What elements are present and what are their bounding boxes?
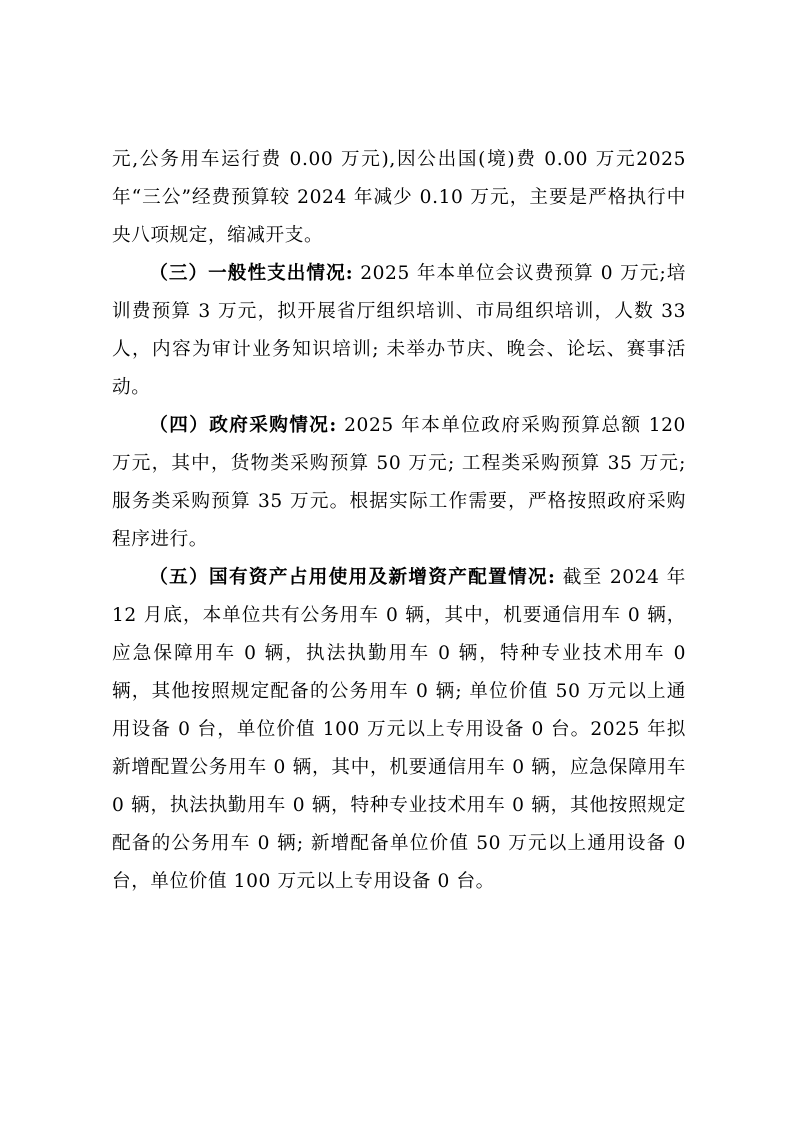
paragraph-government-procurement [112,407,686,559]
document-page [112,141,686,901]
section-heading: （四）政府采购情况: [149,415,337,436]
paragraph-text: 2025 年本单位会议费预算 0 万元;培训费预算 3 万元，拟开展省厅组织培训、市局组织培训，人数 33 人，内容为审计业务知识培训; 未举办节庆、晚会、论坛、赛事活动。 [112,263,686,398]
paragraph-text: 2025 年本单位政府采购预算总额 120 万元，其中，货物类采购预算 50 万元; 工程类采购预算 35 万元; 服务类采购预算 35 万元。根据实际工作需要，严格按照政府采购程序进行。 [112,415,686,550]
section-heading: （五）国有资产占用使用及新增资产配置情况: [149,567,556,588]
section-heading: （三）一般性支出情况: [149,263,354,284]
paragraph-general-expenditure [112,255,686,407]
paragraph-state-assets [112,559,686,901]
paragraph-text: 截至 2024 年 12 月底，本单位共有公务用车 0 辆，其中，机要通信用车 0 辆，应急保障用车 0 辆，执法执勤用车 0 辆，特种专业技术用车 0 辆，其他按照规定配备的公务用车 0 辆; 单位价值 50 万元以上通用设备 0 台，单位价值 100 万元以上专用设备 0 台。2025 年拟新增配置公务用车 0 辆，其中，机要通信用车 0 辆，应急保障用车 0 辆，执法执勤用车 0 辆，特种专业技术用车 0 辆，其他按照规定配备的公务用车 0 辆; 新增配备单位价值 50 万元以上通用设备 0 台，单位价值 100 万元以上专用设备 0 台。 [112,567,686,892]
paragraph-text: 元,公务用车运行费 0.00 万元),因公出国(境)费 0.00 万元2025年“三公”经费预算较 2024 年减少 0.10 万元，主要是严格执行中央八项规定，缩减开支。 [112,149,686,246]
paragraph-three-public-funds [112,141,686,255]
